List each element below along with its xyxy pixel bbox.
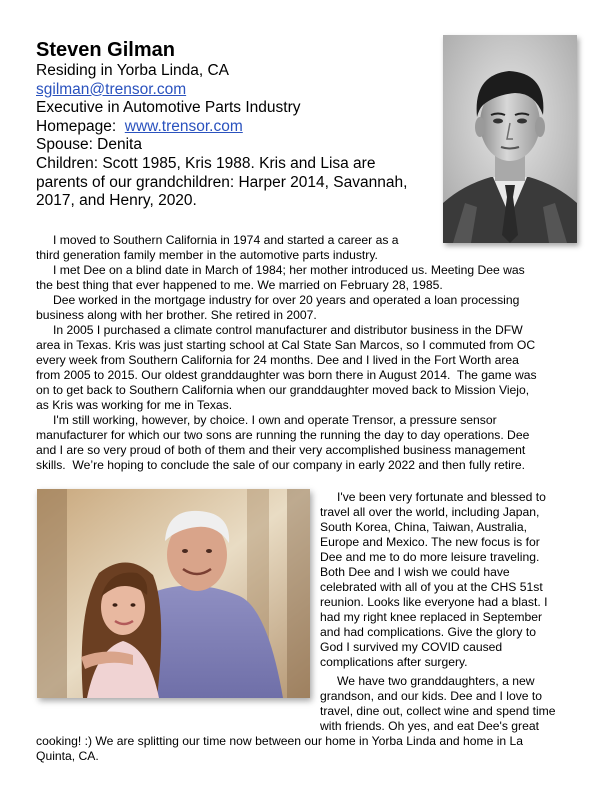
paragraph-6: I've been very fortunate and blessed to travel all over the world, including Japan, South Korea, China, Taiwan, Australia, Europe and Mexico. The new focus is for Dee and me to do more leisure traveling. Both Dee and I wish we could have celebrated with all of you at the CHS 51st reunion. Looks like everyone had a blast. I had my right knee replaced in September and had complications. Give the glory to God I survived my COVID caused complications after surgery. <box>320 490 548 669</box>
right-column-text <box>320 490 576 734</box>
person-name: Steven Gilman <box>36 39 175 61</box>
email-line <box>36 81 436 100</box>
children-line-3: 2017, and Henry, 2020. <box>36 192 197 210</box>
paragraph-3: Dee worked in the mortgage industry for over 20 years and operated a loan processing business along with her brother. She retired in 2007. <box>36 293 520 322</box>
spouse: Spouse: Denita <box>36 136 142 154</box>
children-line-2: parents of our grandchildren: Harper 2014, Savannah, <box>36 173 408 191</box>
paragraph-7-start: We have two granddaughters, a new grandson, and our kids. Dee and I love to travel, dine out, collect wine and spend time with friends. Oh yes, and eat Dee's great <box>320 674 556 733</box>
homepage-label: Homepage: <box>36 117 117 135</box>
children-line-1: Children: Scott 1985, Kris 1988. Kris and Lisa are <box>36 154 376 172</box>
paragraph-7-continued: cooking! :) We are splitting our time now between our home in Yorba Linda and home in La Quinta, CA. <box>36 734 524 763</box>
paragraph-5: I'm still working, however, by choice. I own and operate Trensor, a pressure sensor manufacturer for which our two sons are running the running the day to day operations. Dee and I are so very proud of both of them and their very accomplished business management skills. We’re hoping to conclude the sale of our company in early 2022 and then fully retire. <box>36 413 530 472</box>
email-link[interactable]: sgilman@trensor.com <box>36 80 187 98</box>
lower-text-block <box>36 490 576 764</box>
paragraph-1: I moved to Southern California in 1974 and started a career as a third generation family member in the automotive parts industry. <box>36 233 399 262</box>
homepage-line <box>36 118 436 137</box>
yearbook-portrait-photo <box>443 35 577 243</box>
residence: Residing in Yorba Linda, CA <box>36 62 230 79</box>
portrait-illustration <box>443 35 577 243</box>
paragraph-4: In 2005 I purchased a climate control manufacturer and distributor business in the DFW area in Texas. Kris was just starting school at Cal State San Marcos, so I commuted from OC every week from Southern California for 24 months. Dee and I lived in the Fort Worth area from 2005 to 2015. Our oldest granddaughter was born there in August 2014. The game was on to get back to Southern California when our granddaughter moved back to Mission Viejo, as Kris was working for me in Texas. <box>36 323 537 412</box>
homepage-link[interactable]: www.trensor.com <box>124 117 243 135</box>
occupation: Executive in Automotive Parts Industry <box>36 99 301 117</box>
paragraph-2: I met Dee on a blind date in March of 1984; her mother introduced us. Meeting Dee was the best thing that ever happened to me. We married on February 28, 1985. <box>36 263 525 292</box>
biography-text <box>36 233 576 473</box>
profile-header <box>36 38 436 211</box>
